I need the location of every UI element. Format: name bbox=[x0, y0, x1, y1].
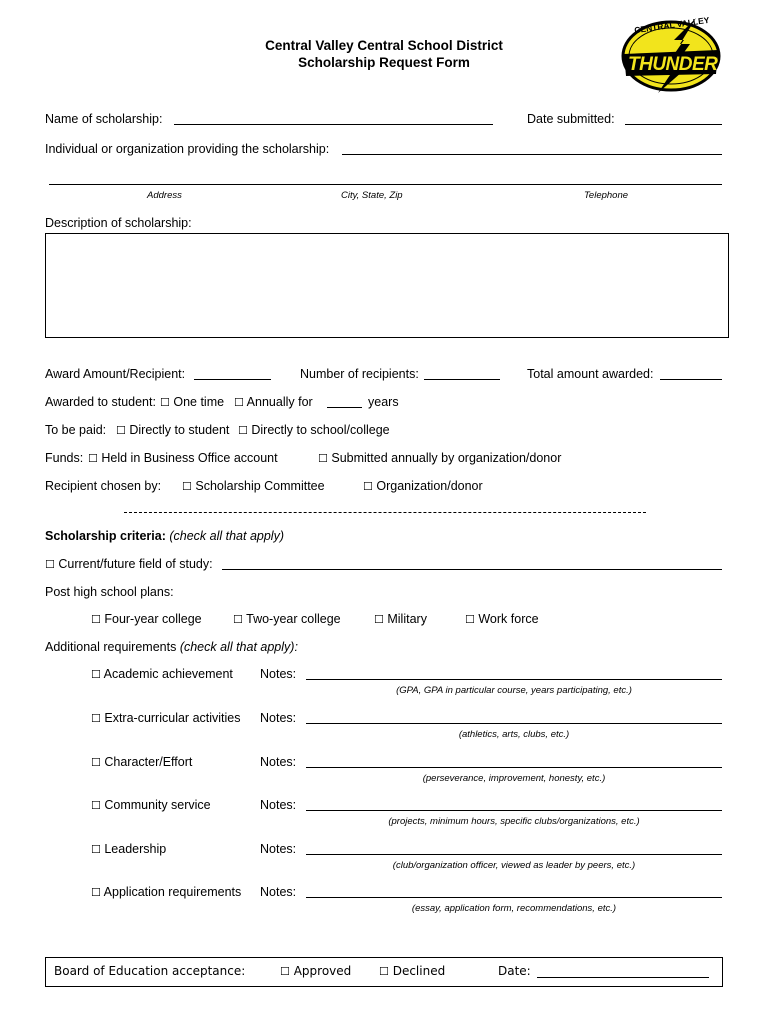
plan-label: Work force bbox=[478, 612, 539, 626]
description-textarea[interactable] bbox=[45, 233, 729, 338]
held-in-office-option[interactable] bbox=[88, 451, 278, 465]
board-date-label: Date: bbox=[498, 964, 531, 978]
provider-field[interactable] bbox=[342, 154, 722, 155]
funds-label: Funds: bbox=[45, 451, 84, 465]
directly-to-student-label: Directly to student bbox=[129, 423, 230, 437]
board-acceptance-box bbox=[45, 957, 723, 987]
checkbox[interactable]: ☐ bbox=[116, 424, 126, 437]
checkbox[interactable]: ☐ bbox=[238, 424, 248, 437]
plan-two-year-option[interactable] bbox=[233, 612, 341, 626]
req-hint: (club/organization officer, viewed as leader by peers, etc.) bbox=[392, 860, 636, 871]
num-recipients-field[interactable] bbox=[424, 379, 500, 380]
declined-option[interactable] bbox=[379, 964, 445, 978]
req-label: Extra-curricular activities bbox=[104, 711, 241, 725]
req-hint: (perseverance, improvement, honesty, etc.) bbox=[422, 773, 606, 784]
total-awarded-label: Total amount awarded: bbox=[527, 367, 654, 381]
submitted-annually-label: Submitted annually by organization/donor bbox=[331, 451, 562, 465]
checkbox[interactable]: ☐ bbox=[45, 558, 55, 571]
criteria-heading bbox=[45, 529, 284, 543]
req-hint: (GPA, GPA in particular course, years participating, etc.) bbox=[396, 685, 632, 696]
checkbox[interactable]: ☐ bbox=[234, 396, 244, 409]
criteria-heading-italic: (check all that apply) bbox=[169, 529, 284, 543]
checkbox[interactable]: ☐ bbox=[465, 613, 475, 626]
address-field[interactable] bbox=[49, 184, 722, 185]
field-of-study-label: Current/future field of study: bbox=[58, 557, 213, 571]
req-application-option[interactable] bbox=[91, 885, 241, 899]
section-divider bbox=[124, 512, 646, 513]
annually-option[interactable] bbox=[234, 395, 313, 409]
thunder-logo bbox=[618, 14, 724, 94]
plan-label: Two-year college bbox=[246, 612, 341, 626]
directly-to-school-option[interactable] bbox=[238, 423, 390, 437]
one-time-option[interactable] bbox=[160, 395, 224, 409]
address-sublabel: Address bbox=[147, 190, 182, 201]
plan-military-option[interactable] bbox=[374, 612, 427, 626]
checkbox[interactable]: ☐ bbox=[91, 712, 101, 725]
notes-field[interactable] bbox=[306, 897, 722, 898]
checkbox[interactable]: ☐ bbox=[379, 965, 389, 978]
req-hint: (athletics, arts, clubs, etc.) bbox=[458, 729, 570, 740]
plan-four-year-option[interactable] bbox=[91, 612, 202, 626]
name-of-scholarship-field[interactable] bbox=[174, 124, 493, 125]
date-submitted-field[interactable] bbox=[625, 124, 722, 125]
years-field[interactable] bbox=[327, 407, 362, 408]
annually-label: Annually for bbox=[246, 395, 313, 409]
checkbox[interactable]: ☐ bbox=[374, 613, 384, 626]
checkbox[interactable]: ☐ bbox=[88, 452, 98, 465]
org-donor-label: Organization/donor bbox=[376, 479, 483, 493]
req-label: Leadership bbox=[104, 842, 167, 856]
checkbox[interactable]: ☐ bbox=[318, 452, 328, 465]
logo-top-text: CENTRAL VALLEY bbox=[633, 14, 711, 36]
notes-label: Notes: bbox=[260, 711, 297, 725]
award-amount-field[interactable] bbox=[194, 379, 271, 380]
committee-label: Scholarship Committee bbox=[195, 479, 325, 493]
additional-requirements-label: Additional requirements bbox=[45, 640, 177, 654]
notes-label: Notes: bbox=[260, 755, 297, 769]
req-label: Application requirements bbox=[103, 885, 242, 899]
req-leadership-option[interactable] bbox=[91, 842, 166, 856]
submitted-annually-option[interactable] bbox=[318, 451, 561, 465]
checkbox[interactable]: ☐ bbox=[91, 668, 101, 681]
approved-label: Approved bbox=[293, 964, 352, 978]
notes-label: Notes: bbox=[260, 842, 297, 856]
checkbox[interactable]: ☐ bbox=[91, 613, 101, 626]
awarded-to-student-label: Awarded to student: bbox=[45, 395, 156, 409]
criteria-heading-bold: Scholarship criteria: bbox=[45, 529, 166, 543]
plan-label: Four-year college bbox=[104, 612, 202, 626]
to-be-paid-label: To be paid: bbox=[45, 423, 107, 437]
num-recipients-label: Number of recipients: bbox=[300, 367, 419, 381]
date-submitted-label: Date submitted: bbox=[527, 112, 615, 126]
notes-label: Notes: bbox=[260, 667, 297, 681]
award-amount-label: Award Amount/Recipient: bbox=[45, 367, 186, 381]
req-community-option[interactable] bbox=[91, 798, 211, 812]
form-title-line1: Central Valley Central School District bbox=[265, 38, 503, 53]
req-hint: (projects, minimum hours, specific clubs/organizations, etc.) bbox=[388, 816, 640, 827]
field-of-study-field[interactable] bbox=[222, 569, 722, 570]
declined-label: Declined bbox=[392, 964, 446, 978]
city-state-zip-sublabel: City, State, Zip bbox=[341, 190, 403, 201]
req-extracurricular-option[interactable] bbox=[91, 711, 241, 725]
held-in-office-label: Held in Business Office account bbox=[101, 451, 278, 465]
req-label: Academic achievement bbox=[103, 667, 233, 681]
checkbox[interactable]: ☐ bbox=[91, 886, 101, 899]
notes-field[interactable] bbox=[306, 810, 722, 811]
logo-main-text: THUNDER bbox=[628, 54, 718, 75]
field-of-study-option[interactable] bbox=[45, 557, 213, 571]
notes-field[interactable] bbox=[306, 679, 722, 680]
provider-label: Individual or organization providing the scholarship: bbox=[45, 142, 330, 156]
approved-option[interactable] bbox=[280, 964, 351, 978]
plan-work-force-option[interactable] bbox=[465, 612, 539, 626]
one-time-label: One time bbox=[173, 395, 225, 409]
checkbox[interactable]: ☐ bbox=[363, 480, 373, 493]
checkbox[interactable]: ☐ bbox=[160, 396, 170, 409]
form-title-line2: Scholarship Request Form bbox=[298, 55, 470, 70]
committee-option[interactable] bbox=[182, 479, 325, 493]
board-acceptance-label: Board of Education acceptance: bbox=[54, 964, 246, 978]
req-hint: (essay, application form, recommendations, etc.) bbox=[411, 903, 617, 914]
notes-field[interactable] bbox=[306, 854, 722, 855]
total-awarded-field[interactable] bbox=[660, 379, 722, 380]
post-hs-plans-label: Post high school plans: bbox=[45, 585, 174, 599]
notes-label: Notes: bbox=[260, 798, 297, 812]
checkbox[interactable]: ☐ bbox=[91, 843, 101, 856]
additional-requirements-heading bbox=[45, 640, 298, 654]
name-of-scholarship-label: Name of scholarship: bbox=[45, 112, 163, 126]
notes-field[interactable] bbox=[306, 767, 722, 768]
description-label: Description of scholarship: bbox=[45, 216, 192, 230]
req-label: Community service bbox=[104, 798, 211, 812]
years-label: years bbox=[368, 395, 399, 409]
checkbox[interactable]: ☐ bbox=[91, 799, 101, 812]
directly-to-student-option[interactable] bbox=[116, 423, 229, 437]
notes-label: Notes: bbox=[260, 885, 297, 899]
checkbox[interactable]: ☐ bbox=[280, 965, 290, 978]
notes-field[interactable] bbox=[306, 723, 722, 724]
plan-label: Military bbox=[387, 612, 427, 626]
recipient-chosen-label: Recipient chosen by: bbox=[45, 479, 162, 493]
directly-to-school-label: Directly to school/college bbox=[251, 423, 390, 437]
telephone-sublabel: Telephone bbox=[584, 190, 629, 201]
checkbox[interactable]: ☐ bbox=[233, 613, 243, 626]
board-date-field[interactable] bbox=[537, 977, 709, 978]
checkbox[interactable]: ☐ bbox=[91, 756, 101, 769]
req-character-option[interactable] bbox=[91, 755, 192, 769]
additional-requirements-italic: (check all that apply): bbox=[179, 640, 298, 654]
req-academic-option[interactable] bbox=[91, 667, 233, 681]
org-donor-option[interactable] bbox=[363, 479, 483, 493]
checkbox[interactable]: ☐ bbox=[182, 480, 192, 493]
req-label: Character/Effort bbox=[104, 755, 193, 769]
